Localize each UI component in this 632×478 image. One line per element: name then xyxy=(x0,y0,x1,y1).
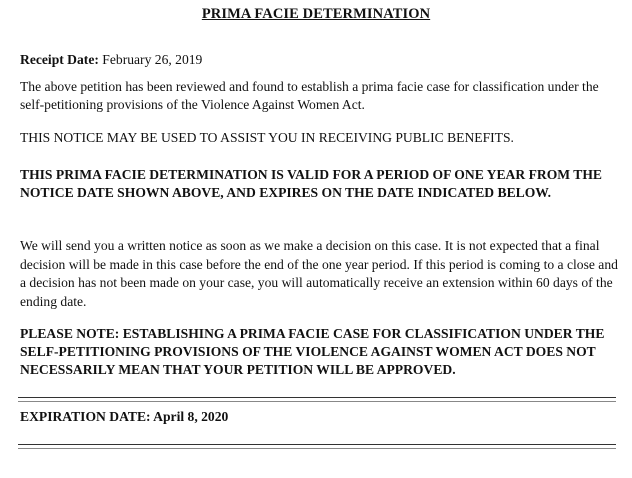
document-title: PRIMA FACIE DETERMINATION xyxy=(201,6,431,22)
petition-review-paragraph: The above petition has been reviewed and found to establish a prima facie case for classification under the self-petitioning provisions of the Violence Against Women Act. xyxy=(20,79,599,112)
validity-period-notice: THIS PRIMA FACIE DETERMINATION IS VALID FOR A PERIOD OF ONE YEAR FROM THE NOTICE DATE SHOWN ABOVE, AND EXPIRES ON THE DATE INDICATED BELOW. xyxy=(20,167,602,200)
receipt-date-value: February 26, 2019 xyxy=(102,52,203,67)
divider-top-thin xyxy=(18,401,616,402)
please-note-paragraph: PLEASE NOTE: ESTABLISHING A PRIMA FACIE CASE FOR CLASSIFICATION UNDER THE SELF-PETITIONING PROVISIONS OF THE VIOLENCE AGAINST WOMEN ACT DOES NOT NECESSARILY MEAN THAT YOUR PETITION WILL BE APPROVED. xyxy=(20,326,605,377)
expiration-date: EXPIRATION DATE: April 8, 2020 xyxy=(20,409,229,424)
divider-bottom-thin xyxy=(18,448,616,449)
divider-bottom xyxy=(18,444,616,445)
divider-top xyxy=(18,397,616,398)
receipt-date-label: Receipt Date: xyxy=(20,52,99,67)
receipt-date-line xyxy=(20,51,620,69)
public-benefits-notice: THIS NOTICE MAY BE USED TO ASSIST YOU IN RECEIVING PUBLIC BENEFITS. xyxy=(20,130,514,145)
decision-notice-paragraph: We will send you a written notice as soon as we make a decision on this case. It is not expected that a final decision will be made in this case before the end of the one year period. If this period is coming to a close and a decision has not been made on your case, you will automatically receive an extension within 60 days of the ending date. xyxy=(20,238,618,309)
